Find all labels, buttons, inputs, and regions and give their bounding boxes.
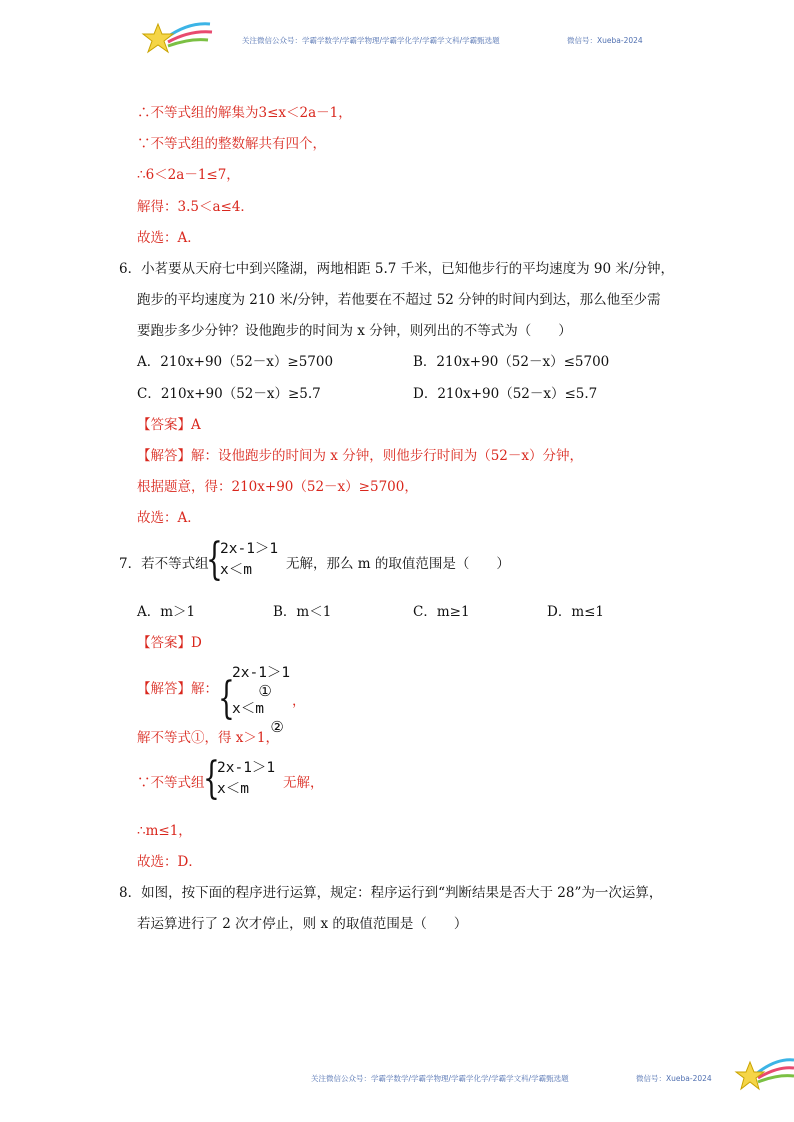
q6-stem-3: 要跑步多少分钟？设他跑步的时间为 x 分钟，则列出的不等式为（ ） bbox=[137, 323, 572, 339]
q6-stem-1: 6．小茗要从天府七中到兴隆湖，两地相距 5.7 千米，已知他步行的平均速度为 90 米/分钟， bbox=[119, 261, 674, 277]
prev-line-2: ∵不等式组的整数解共有四个， bbox=[137, 136, 326, 152]
q6-solution-2: 根据题意，得：210x+90（52－x）≥5700， bbox=[137, 479, 418, 495]
q7-inequality-system bbox=[206, 534, 279, 585]
star-logo-icon bbox=[138, 18, 218, 60]
q8-stem-2: 若运算进行了 2 次才停止，则 x 的取值范围是（ ） bbox=[137, 916, 468, 932]
q7-solution-5: 故选：D． bbox=[137, 854, 202, 870]
system-row-2: x＜m bbox=[220, 562, 252, 578]
header-text: 关注微信公众号：学霸学数学/学霸学物理/学霸学化学/学霸学文科/学霸甄选题 bbox=[242, 36, 500, 45]
q7-solution-3-suffix: 无解， bbox=[283, 775, 324, 791]
q7-option-b: B．m＜1 bbox=[273, 604, 332, 620]
q7-solution-system-2 bbox=[203, 753, 276, 804]
circled-two-icon: ② bbox=[270, 718, 284, 736]
q7-stem-suffix: 无解，那么 m 的取值范围是（ ） bbox=[286, 556, 510, 572]
solution-row-2: x＜m ② bbox=[232, 699, 290, 735]
q7-solution-system bbox=[218, 663, 305, 735]
q6-solution-1: 【解答】解：设他跑步的时间为 x 分钟，则他步行时间为（52－x）分钟， bbox=[137, 448, 583, 464]
q7-solution-prefix: 【解答】解： bbox=[137, 681, 218, 697]
system2-row-2: x＜m bbox=[217, 781, 249, 797]
q6-solution-3: 故选：A． bbox=[137, 510, 201, 526]
q6-option-c: C．210x+90（52－x）≥5.7 bbox=[137, 386, 321, 402]
header-wechat: 微信号：Xueba-2024 bbox=[567, 36, 643, 45]
prev-line-4: 解得：3.5＜a≤4． bbox=[137, 199, 254, 215]
q6-option-a: A．210x+90（52－x）≥5700 bbox=[137, 354, 334, 370]
q8-stem-1: 8．如图，按下面的程序进行运算，规定：程序运行到“判断结果是否大于 28”为一次运算， bbox=[119, 885, 663, 901]
q7-option-d: D．m≤1 bbox=[547, 604, 605, 620]
prev-line-3: ∴6＜2a－1≤7， bbox=[137, 167, 240, 183]
brace-icon: { bbox=[218, 673, 235, 724]
q7-option-a: A．m＞1 bbox=[137, 604, 196, 620]
q6-answer: 【答案】A bbox=[137, 417, 201, 433]
brace-icon: { bbox=[206, 534, 223, 585]
prev-line-5: 故选：A． bbox=[137, 230, 201, 246]
star-logo-icon bbox=[732, 1054, 794, 1096]
q7-stem-prefix: 7．若不等式组 bbox=[119, 556, 209, 572]
q6-stem-2: 跑步的平均速度为 210 米/分钟，若他要在不超过 52 分钟的时间内到达，那么他至少需 bbox=[137, 292, 661, 308]
circled-one-icon: ① bbox=[258, 682, 272, 700]
system2-row-1: 2x-1＞1 bbox=[217, 760, 276, 776]
solution-row-1: 2x-1＞1 ① bbox=[232, 665, 291, 700]
footer-text: 关注微信公众号：学霸学数学/学霸学物理/学霸学化学/学霸学文科/学霸甄选题 bbox=[311, 1074, 569, 1083]
footer-wechat: 微信号：Xueba-2024 bbox=[636, 1074, 712, 1083]
q7-solution-3-prefix: ∵不等式组 bbox=[137, 775, 205, 791]
q6-option-b: B．210x+90（52－x）≤5700 bbox=[413, 354, 610, 370]
q7-option-c: C．m≥1 bbox=[413, 604, 470, 620]
prev-line-1: ∴不等式组的解集为3≤x＜2a－1， bbox=[137, 105, 352, 121]
brace-icon: { bbox=[203, 753, 220, 804]
q7-answer: 【答案】D bbox=[137, 635, 202, 651]
solution-comma: ， bbox=[292, 693, 306, 709]
q6-option-d: D．210x+90（52－x）≤5.7 bbox=[413, 386, 598, 402]
q7-solution-4: ∴m≤1， bbox=[137, 823, 192, 839]
q7-solution-2: 解不等式①，得 x＞1， bbox=[137, 730, 279, 746]
system-row-1: 2x-1＞1 bbox=[220, 541, 279, 557]
